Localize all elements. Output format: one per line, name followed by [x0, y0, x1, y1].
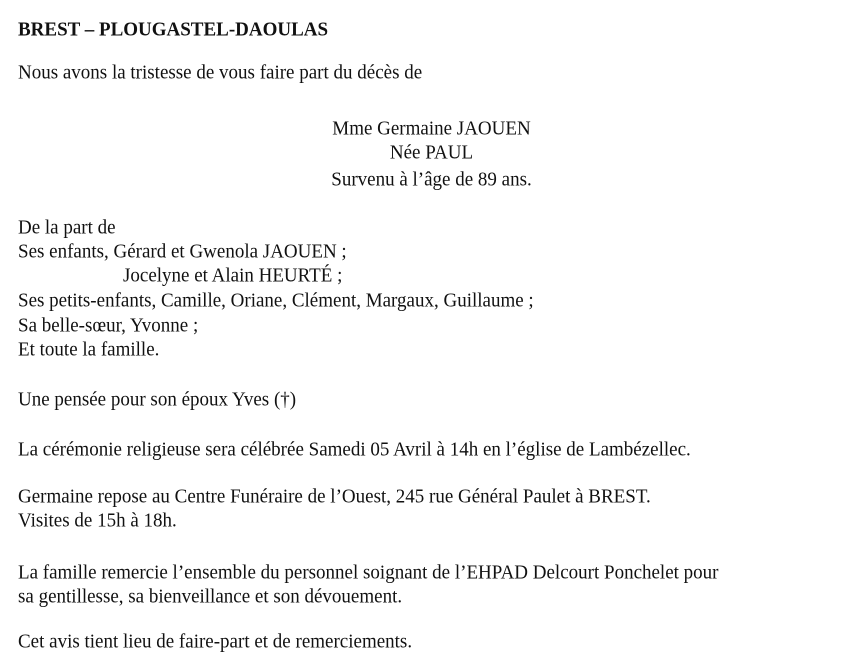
visiting-hours: Visites de 15h à 18h. — [18, 509, 177, 532]
thanks-line: sa gentillesse, sa bienveillance et son dévouement. — [18, 585, 403, 608]
family-line: Jocelyne et Alain HEURTÉ ; — [123, 264, 343, 287]
rest-location: Germaine repose au Centre Funéraire de l’Ouest, 245 rue Général Paulet à BREST. — [18, 485, 651, 508]
deceased-maiden-name: Née PAUL — [389, 141, 474, 164]
family-line: Et toute la famille. — [18, 338, 160, 361]
notice-title: BREST – PLOUGASTEL-DAOULAS — [18, 18, 329, 41]
family-line: De la part de — [18, 216, 116, 239]
family-line: Sa belle-sœur, Yvonne ; — [18, 314, 199, 337]
family-line: Ses enfants, Gérard et Gwenola JAOUEN ; — [18, 240, 347, 263]
ceremony-info: La cérémonie religieuse sera célébrée Samedi 05 Avril à 14h en l’église de Lambézellec. — [18, 438, 691, 461]
deceased-name: Mme Germaine JAOUEN — [332, 117, 531, 140]
family-line: Ses petits-enfants, Camille, Oriane, Clément, Margaux, Guillaume ; — [18, 289, 534, 312]
closing-text: Cet avis tient lieu de faire-part et de remerciements. — [18, 630, 413, 653]
spouse-thought: Une pensée pour son époux Yves (†) — [18, 388, 297, 411]
deceased-age: Survenu à l’âge de 89 ans. — [331, 168, 532, 191]
thanks-line: La famille remercie l’ensemble du personnel soignant de l’EHPAD Delcourt Ponchelet pour — [18, 561, 719, 584]
intro-text: Nous avons la tristesse de vous faire part du décès de — [18, 61, 423, 84]
